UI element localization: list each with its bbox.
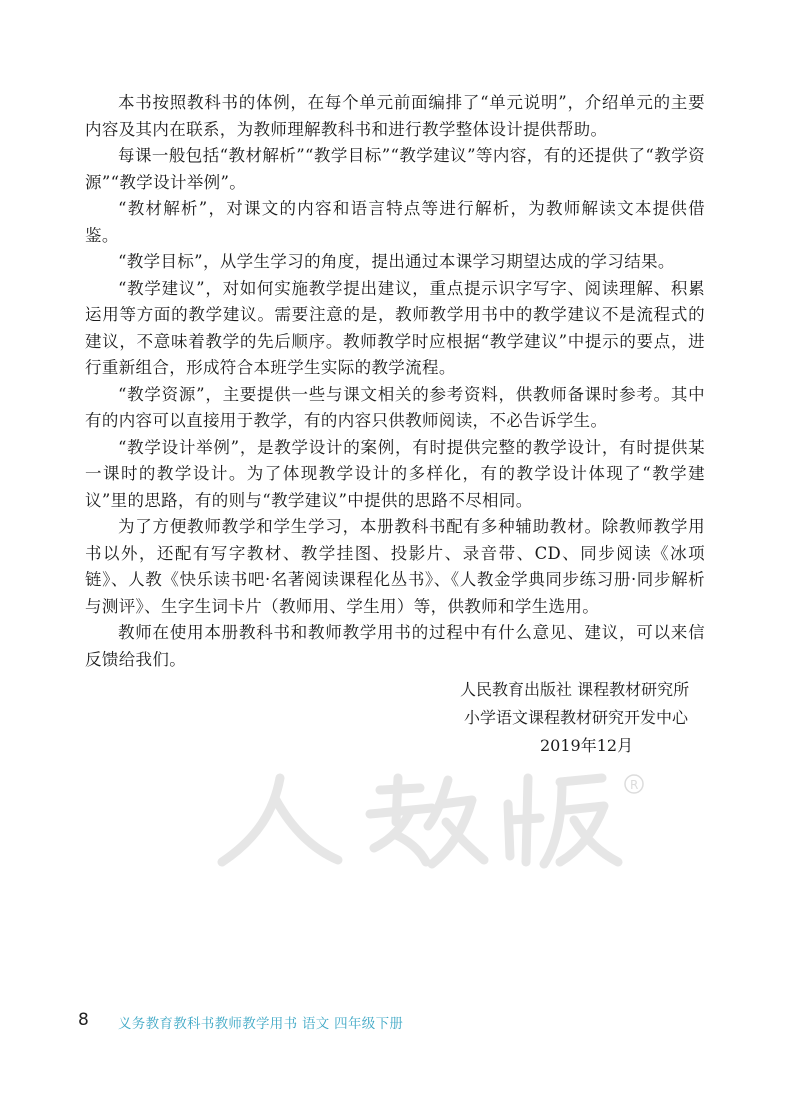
signature-publisher: 人民教育出版社 课程教材研究所 xyxy=(460,680,690,699)
signature-date: 2019年12月 xyxy=(540,736,634,755)
running-footer-title: 义务教育教科书教师教学用书 语文 四年级下册 xyxy=(118,1016,404,1032)
paragraph: 教师在使用本册教科书和教师教学用书的过程中有什么意见、建议，可以来信反馈给我们。 xyxy=(85,623,705,669)
paragraph: “教学设计举例”，是教学设计的案例，有时提供完整的教学设计，有时提供某一课时的教学设计。为了体现教学设计的多样化，有的教学设计体现了“教学建议”里的思路，有的则与“教学建议”中提供的思路不尽相同。 xyxy=(85,437,705,510)
svg-text:R: R xyxy=(630,778,639,792)
signature-center: 小学语文课程教材研究开发中心 xyxy=(464,708,689,727)
paragraph: “教学资源”，主要提供一些与课文相关的参考资料，供教师备课时参考。其中有的内容可以直接用于教学，有的内容只供教师阅读，不必告诉学生。 xyxy=(85,384,705,430)
paragraph: 本书按照教科书的体例，在每个单元前面编排了“单元说明”，介绍单元的主要内容及其内在联系，为教师理解教科书和进行教学整体设计提供帮助。 xyxy=(85,93,705,139)
paragraph: “教学目标”，从学生学习的角度，提出通过本课学习期望达成的学习结果。 xyxy=(118,252,675,271)
registered-mark-icon xyxy=(625,775,643,793)
paragraph: 为了方便教师教学和学生学习，本册教科书配有多种辅助教材。除教师教学用书以外，还配有写字教材、教学挂图、投影片、录音带、CD、同步阅读《冰项链》、人教《快乐读书吧·名著阅读课程化丛书》、《人教金学典同步练习册·同步解析与测评》、生字生词卡片（教师用、学生用）等，供教师和学生选用。 xyxy=(85,517,705,616)
page-footer xyxy=(0,1010,800,1034)
paragraph: “教材解析”，对课文的内容和语言特点等进行解析，为教师解读文本提供借鉴。 xyxy=(85,199,705,245)
paragraph: “教学建议”，对如何实施教学提出建议，重点提示识字写字、阅读理解、积累运用等方面的教学建议。需要注意的是，教师教学用书中的教学建议不是流程式的建议，不意味着教学的先后顺序。教师教学时应根据“教学建议”中提示的要点，进行重新组合，形成符合本班学生实际的教学流程。 xyxy=(85,278,705,377)
preface-body xyxy=(85,90,705,673)
paragraph: 每课一般包括“教材解析”“教学目标”“教学建议”等内容，有的还提供了“教学资源”“教学设计举例”。 xyxy=(85,146,705,192)
publisher-watermark-logo xyxy=(210,770,650,870)
preface-signature xyxy=(460,676,760,760)
page-number: 8 xyxy=(78,1010,89,1030)
